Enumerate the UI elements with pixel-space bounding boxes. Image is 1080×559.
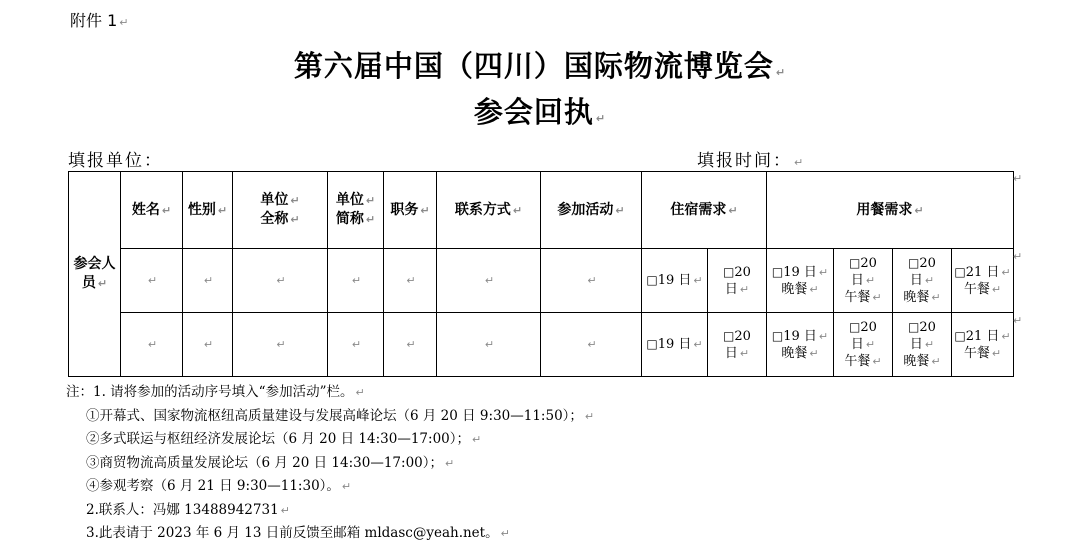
row-end-mark: ↵ xyxy=(1013,250,1023,263)
activity-item-1: ①开幕式、国家物流枢纽高质量建设与发展高峰论坛（6 月 20 日 9:30—11:50）； ↵ xyxy=(86,407,595,424)
row-header-attendees: 参会人员 ↵ xyxy=(69,172,121,377)
gender-cell[interactable]: ↵ xyxy=(183,313,233,377)
unit-full-cell[interactable]: ↵ xyxy=(233,249,328,313)
document-subtitle: 参会回执 ↵ xyxy=(473,95,607,129)
header-position: 职务 ↵ xyxy=(384,172,437,249)
name-cell[interactable]: ↵ xyxy=(121,249,183,313)
contact-cell[interactable]: ↵ xyxy=(437,249,541,313)
unit-short-cell[interactable]: ↵ xyxy=(328,313,384,377)
header-contact: 联系方式 ↵ xyxy=(437,172,541,249)
header-unit-full: 单位 ↵ 全称 ↵ xyxy=(233,172,328,249)
position-cell[interactable]: ↵ xyxy=(384,313,437,377)
unit-full-cell[interactable]: ↵ xyxy=(233,313,328,377)
note-2-contact: 2.联系人：冯娜 13488942731 ↵ xyxy=(86,501,290,518)
header-name: 姓名 ↵ xyxy=(121,172,183,249)
dining-21-lunch-checkbox[interactable]: □21 日 ↵ 午餐 ↵ xyxy=(952,313,1014,377)
row-end-mark: ↵ xyxy=(1013,172,1023,185)
document-title: 第六届中国（四川）国际物流博览会 ↵ xyxy=(293,49,787,83)
activity-cell[interactable]: ↵ xyxy=(541,313,642,377)
header-dining: 用餐需求 ↵ xyxy=(767,172,1014,249)
registration-table xyxy=(68,171,1014,377)
contact-cell[interactable]: ↵ xyxy=(437,313,541,377)
dining-19-dinner-checkbox[interactable]: □19 日 ↵ 晚餐 ↵ xyxy=(767,249,834,313)
position-cell[interactable]: ↵ xyxy=(384,249,437,313)
table-row xyxy=(69,249,1014,313)
header-lodging: 住宿需求 ↵ xyxy=(642,172,767,249)
attachment-label: 附件 1 ↵ xyxy=(70,11,129,30)
activity-item-2: ②多式联运与枢纽经济发展论坛（6 月 20 日 14:30—17:00）； ↵ xyxy=(86,431,482,447)
dining-20-lunch-checkbox[interactable]: □20 日 ↵ 午餐 ↵ xyxy=(834,313,893,377)
dining-20-dinner-checkbox[interactable]: □20 日 ↵ 晚餐 ↵ xyxy=(893,249,952,313)
table-row xyxy=(69,313,1014,377)
notes-section xyxy=(66,381,594,546)
lodging-20-checkbox[interactable]: □20 日 ↵ xyxy=(708,249,767,313)
lodging-19-checkbox[interactable]: □19 日 ↵ xyxy=(642,249,708,313)
dining-21-lunch-checkbox[interactable]: □21 日 ↵ 午餐 ↵ xyxy=(952,249,1014,313)
name-cell[interactable]: ↵ xyxy=(121,313,183,377)
activity-cell[interactable]: ↵ xyxy=(541,249,642,313)
dining-20-dinner-checkbox[interactable]: □20 日 ↵ 晚餐 ↵ xyxy=(893,313,952,377)
activity-item-3: ③商贸物流高质量发展论坛（6 月 20 日 14:30—17:00）； ↵ xyxy=(86,454,455,471)
note-3-deadline: 3.此表请于 2023 年 6 月 13 日前反馈至邮箱 mldasc@yeah.net。 ↵ xyxy=(86,525,510,541)
unit-short-cell[interactable]: ↵ xyxy=(328,249,384,313)
dining-20-lunch-checkbox[interactable]: □20 日 ↵ 午餐 ↵ xyxy=(834,249,893,313)
dining-19-dinner-checkbox[interactable]: □19 日 ↵ 晚餐 ↵ xyxy=(767,313,834,377)
activity-item-4: ④参观考察（6 月 21 日 9:30—11:30）。 ↵ xyxy=(86,478,352,494)
lodging-19-checkbox[interactable]: □19 日 ↵ xyxy=(642,313,708,377)
fill-time-label: 填报时间： ↵ xyxy=(697,151,806,171)
note-1: 注：1. 请将参加的活动序号填入“参加活动”栏。 ↵ xyxy=(66,384,365,400)
header-row xyxy=(69,172,1014,249)
fill-unit-label: 填报单位： xyxy=(68,151,163,171)
row-end-mark: ↵ xyxy=(1013,314,1023,327)
gender-cell[interactable]: ↵ xyxy=(183,249,233,313)
header-gender: 性别 ↵ xyxy=(183,172,233,249)
header-unit-short: 单位 ↵ 简称 ↵ xyxy=(328,172,384,249)
lodging-20-checkbox[interactable]: □20 日 ↵ xyxy=(708,313,767,377)
header-activity: 参加活动 ↵ xyxy=(541,172,642,249)
